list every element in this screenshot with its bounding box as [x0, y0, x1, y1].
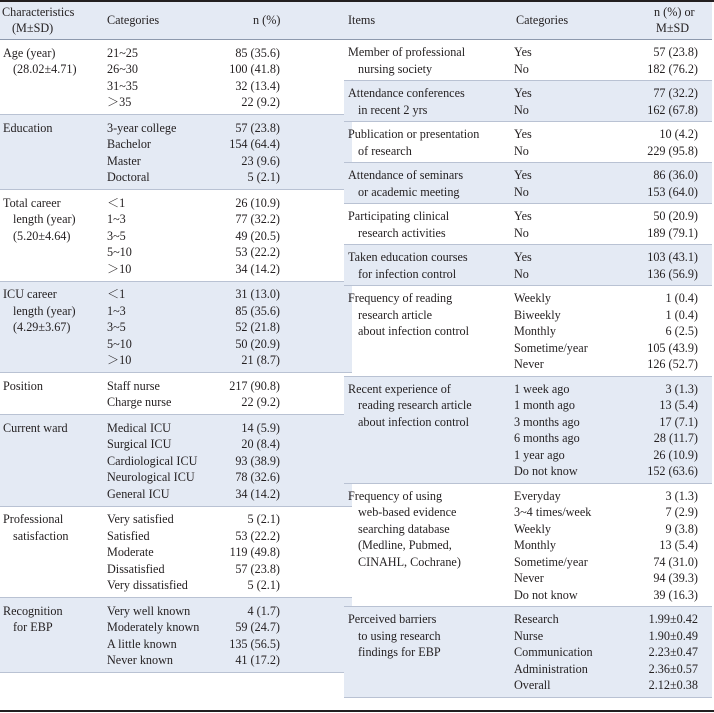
row-label: in recent 2 yrs: [358, 102, 428, 117]
row-label: ICU career: [3, 287, 57, 301]
value-cell: 21 (8.7): [241, 353, 280, 367]
row-label: or academic meeting: [358, 184, 460, 199]
value-cell: 57 (23.8): [235, 561, 280, 576]
category-cell: Yes: [514, 209, 532, 223]
category-cell: No: [514, 266, 529, 281]
row-label: Participating clinical: [348, 209, 450, 223]
header-categories: Categories: [516, 13, 569, 27]
category-cell: 1~3: [107, 303, 126, 318]
table-row-group: [344, 163, 712, 204]
table-bottom-rule: [0, 710, 714, 712]
row-label: (4.29±3.67): [13, 320, 71, 334]
value-cell: 17 (7.1): [659, 414, 698, 429]
category-cell: A little known: [107, 636, 177, 651]
header-n: n (%): [253, 13, 281, 27]
value-cell: 22 (9.2): [241, 395, 280, 409]
category-cell: 1 month ago: [514, 398, 575, 412]
row-label: for infection control: [358, 266, 457, 281]
row-label: Taken education courses: [348, 250, 468, 264]
category-cell: Yes: [514, 127, 532, 141]
row-label: for EBP: [13, 620, 53, 634]
row-label: to using research: [358, 628, 441, 643]
value-cell: 77 (32.2): [653, 86, 698, 100]
value-cell: 57 (23.8): [653, 45, 698, 59]
category-cell: Monthly: [514, 538, 556, 552]
table-row-group: [344, 81, 712, 122]
value-cell: 1.99±0.42: [648, 612, 698, 626]
row-label: Professional: [3, 512, 64, 526]
row-label: findings for EBP: [358, 645, 441, 659]
category-cell: Moderate: [107, 545, 154, 559]
category-cell: Cardiological ICU: [107, 453, 198, 468]
category-cell: Sometime/year: [514, 554, 588, 569]
value-cell: 6 (2.5): [665, 324, 698, 338]
value-cell: 26 (10.9): [653, 447, 698, 462]
row-divider: [344, 697, 712, 698]
row-label: Attendance of seminars: [348, 168, 464, 182]
category-cell: Dissatisfied: [107, 561, 165, 576]
value-cell: 2.12±0.38: [648, 678, 698, 692]
category-cell: Master: [107, 153, 141, 168]
category-cell: No: [514, 225, 529, 240]
row-label: Current ward: [3, 420, 68, 435]
table-row-group: [344, 484, 712, 608]
table-row-group: [0, 598, 352, 673]
category-cell: Yes: [514, 250, 532, 264]
value-cell: 85 (35.6): [235, 303, 280, 318]
row-label: Total career: [3, 195, 61, 210]
category-cell: 3~5: [107, 320, 126, 334]
value-cell: 189 (79.1): [647, 225, 698, 240]
row-label: (28.02±4.71): [13, 62, 77, 76]
table-row-group: [344, 286, 712, 377]
category-cell: Never: [514, 571, 544, 585]
category-cell: 3~4 times/week: [514, 505, 592, 519]
category-cell: Very satisfied: [107, 512, 174, 526]
table-row-group: [344, 607, 712, 698]
value-cell: 93 (38.9): [235, 453, 280, 468]
value-cell: 154 (64.4): [229, 137, 280, 151]
row-label: (Medline, Pubmed,: [358, 538, 452, 552]
category-cell: No: [514, 143, 529, 158]
row-divider: [0, 672, 352, 673]
row-label: Publication or presentation: [348, 127, 480, 141]
right-header-row: [344, 2, 712, 40]
table-row-group: [344, 377, 712, 484]
category-cell: Neurological ICU: [107, 470, 195, 484]
header-categories: Categories: [107, 13, 160, 27]
value-cell: 100 (41.8): [229, 62, 280, 76]
category-cell: Staff nurse: [107, 378, 160, 393]
category-cell: ＞10: [107, 353, 132, 367]
category-cell: 1~3: [107, 212, 126, 226]
value-cell: 4 (1.7): [247, 603, 280, 618]
value-cell: 135 (56.5): [229, 636, 280, 651]
row-label: web-based evidence: [358, 505, 457, 519]
value-cell: 34 (14.2): [235, 486, 280, 501]
row-label: Perceived barriers: [348, 612, 437, 626]
category-cell: Research: [514, 612, 559, 626]
value-cell: 9 (3.8): [665, 521, 698, 536]
category-cell: Everyday: [514, 488, 561, 503]
category-cell: No: [514, 102, 529, 117]
category-cell: Sometime/year: [514, 340, 588, 355]
value-cell: 105 (43.9): [647, 340, 698, 355]
category-cell: 5~10: [107, 245, 132, 259]
value-cell: 26 (10.9): [235, 195, 280, 210]
category-cell: No: [514, 61, 529, 76]
row-label: research activities: [358, 225, 446, 240]
value-cell: 1 (0.4): [665, 307, 698, 322]
category-cell: Monthly: [514, 324, 556, 338]
value-cell: 1.90±0.49: [648, 628, 698, 643]
value-cell: 50 (20.9): [235, 336, 280, 351]
value-cell: 86 (36.0): [653, 168, 698, 182]
value-cell: 74 (31.0): [653, 554, 698, 569]
header-characteristics: Characteristics: [2, 5, 75, 19]
value-cell: 22 (9.2): [241, 95, 280, 109]
value-cell: 31 (13.0): [235, 287, 280, 301]
category-cell: ＜1: [107, 287, 126, 301]
value-cell: 50 (20.9): [653, 209, 698, 223]
right-body: [344, 40, 712, 698]
value-cell: 162 (67.8): [647, 102, 698, 117]
value-cell: 10 (4.2): [659, 127, 698, 141]
header-n-sub: M±SD: [656, 21, 690, 35]
row-label: Position: [3, 378, 43, 393]
category-cell: Overall: [514, 678, 551, 692]
value-cell: 119 (49.8): [229, 545, 280, 559]
category-cell: 26~30: [107, 62, 138, 76]
category-cell: Very dissatisfied: [107, 578, 188, 592]
value-cell: 78 (32.6): [235, 470, 280, 484]
row-label: length (year): [13, 212, 76, 226]
category-cell: ＞10: [107, 261, 132, 276]
row-label: CINAHL, Cochrane): [358, 554, 461, 569]
category-cell: 3 months ago: [514, 414, 580, 429]
category-cell: 5~10: [107, 336, 132, 351]
value-cell: 182 (76.2): [647, 61, 698, 76]
value-cell: 103 (43.1): [647, 250, 698, 264]
value-cell: 1 (0.4): [665, 291, 698, 305]
category-cell: Biweekly: [514, 307, 561, 322]
right-table: [344, 2, 712, 698]
category-cell: 1 week ago: [514, 381, 570, 396]
value-cell: 5 (2.1): [247, 170, 280, 184]
category-cell: Communication: [514, 645, 593, 659]
table-row-group: [0, 115, 352, 190]
header-items: Items: [348, 13, 376, 27]
category-cell: Doctoral: [107, 170, 150, 184]
value-cell: 136 (56.9): [647, 266, 698, 281]
table-row-group: [0, 373, 352, 415]
value-cell: 217 (90.8): [229, 378, 280, 393]
table-row-group: [344, 122, 712, 163]
category-cell: Medical ICU: [107, 420, 171, 435]
value-cell: 126 (52.7): [647, 357, 698, 371]
category-cell: Yes: [514, 86, 532, 100]
category-cell: 6 months ago: [514, 431, 580, 445]
left-header-row: [0, 2, 352, 40]
header-characteristics-sub: (M±SD): [12, 21, 54, 35]
value-cell: 3 (1.3): [665, 488, 698, 503]
value-cell: 28 (11.7): [653, 431, 698, 445]
table-row-group: [0, 282, 352, 374]
category-cell: 31~35: [107, 78, 138, 93]
table-row-group: [0, 190, 352, 282]
row-label: Recent experience of: [348, 381, 451, 396]
value-cell: 77 (32.2): [235, 212, 280, 226]
value-cell: 57 (23.8): [235, 120, 280, 135]
category-cell: Yes: [514, 168, 532, 182]
category-cell: Very well known: [107, 603, 191, 618]
category-cell: Weekly: [514, 291, 551, 305]
category-cell: 21~25: [107, 45, 138, 60]
row-label: Attendance conferences: [348, 86, 465, 100]
table-row-group: [0, 507, 352, 599]
category-cell: Charge nurse: [107, 395, 172, 409]
row-label: Frequency of reading: [348, 291, 453, 305]
value-cell: 5 (2.1): [247, 512, 280, 526]
category-cell: Do not know: [514, 464, 578, 478]
category-cell: ＜1: [107, 195, 126, 210]
value-cell: 14 (5.9): [241, 420, 280, 435]
left-table: [0, 2, 352, 673]
category-cell: Do not know: [514, 587, 578, 602]
value-cell: 3 (1.3): [665, 381, 698, 396]
row-label: length (year): [13, 303, 76, 318]
row-label: research article: [358, 307, 433, 322]
value-cell: 13 (5.4): [659, 398, 698, 412]
row-label: of research: [358, 143, 412, 158]
table-row-group: [344, 40, 712, 81]
category-cell: Bachelor: [107, 137, 151, 151]
category-cell: Nurse: [514, 628, 544, 643]
row-label: about infection control: [358, 414, 470, 429]
category-cell: Never known: [107, 653, 173, 667]
table-row-group: [344, 204, 712, 245]
value-cell: 39 (16.3): [653, 587, 698, 602]
row-label: (5.20±4.64): [13, 228, 71, 243]
row-label: nursing society: [358, 61, 433, 76]
value-cell: 41 (17.2): [235, 653, 280, 667]
value-cell: 13 (5.4): [659, 538, 698, 552]
row-label: Recognition: [3, 603, 63, 618]
value-cell: 23 (9.6): [241, 153, 280, 168]
value-cell: 52 (21.8): [235, 320, 280, 334]
value-cell: 7 (2.9): [665, 505, 698, 519]
table-row-group: [344, 245, 712, 286]
category-cell: Surgical ICU: [107, 437, 172, 451]
table-row-group: [0, 415, 352, 507]
row-label: Frequency of using: [348, 488, 443, 503]
category-cell: Satisfied: [107, 528, 150, 543]
value-cell: 49 (20.5): [235, 228, 280, 243]
row-label: reading research article: [358, 398, 472, 412]
row-label: Education: [3, 120, 53, 135]
value-cell: 2.36±0.57: [648, 661, 698, 676]
category-cell: 3~5: [107, 228, 126, 243]
category-cell: Yes: [514, 45, 532, 59]
row-label: searching database: [358, 521, 450, 536]
category-cell: Moderately known: [107, 620, 200, 634]
value-cell: 2.23±0.47: [648, 645, 698, 659]
value-cell: 94 (39.3): [653, 571, 698, 585]
value-cell: 53 (22.2): [235, 528, 280, 543]
left-body: [0, 40, 352, 673]
row-label: Age (year): [3, 45, 56, 60]
category-cell: 3-year college: [107, 120, 177, 135]
value-cell: 53 (22.2): [235, 245, 280, 259]
row-label: Member of professional: [348, 45, 466, 59]
value-cell: 153 (64.0): [647, 184, 698, 199]
value-cell: 59 (24.7): [235, 620, 280, 634]
value-cell: 20 (8.4): [241, 437, 280, 451]
category-cell: 1 year ago: [514, 447, 565, 462]
value-cell: 152 (63.6): [647, 464, 698, 478]
category-cell: ＞35: [107, 95, 132, 109]
category-cell: General ICU: [107, 486, 170, 501]
table-row-group: [0, 40, 352, 115]
value-cell: 85 (35.6): [235, 45, 280, 60]
row-label: satisfaction: [13, 528, 69, 543]
value-cell: 5 (2.1): [247, 578, 280, 592]
category-cell: Weekly: [514, 521, 551, 536]
value-cell: 34 (14.2): [235, 261, 280, 276]
row-label: about infection control: [358, 324, 470, 338]
category-cell: No: [514, 184, 529, 199]
value-cell: 229 (95.8): [647, 143, 698, 158]
category-cell: Administration: [514, 661, 588, 676]
category-cell: Never: [514, 357, 544, 371]
header-n: n (%) or: [654, 5, 695, 19]
value-cell: 32 (13.4): [235, 78, 280, 93]
